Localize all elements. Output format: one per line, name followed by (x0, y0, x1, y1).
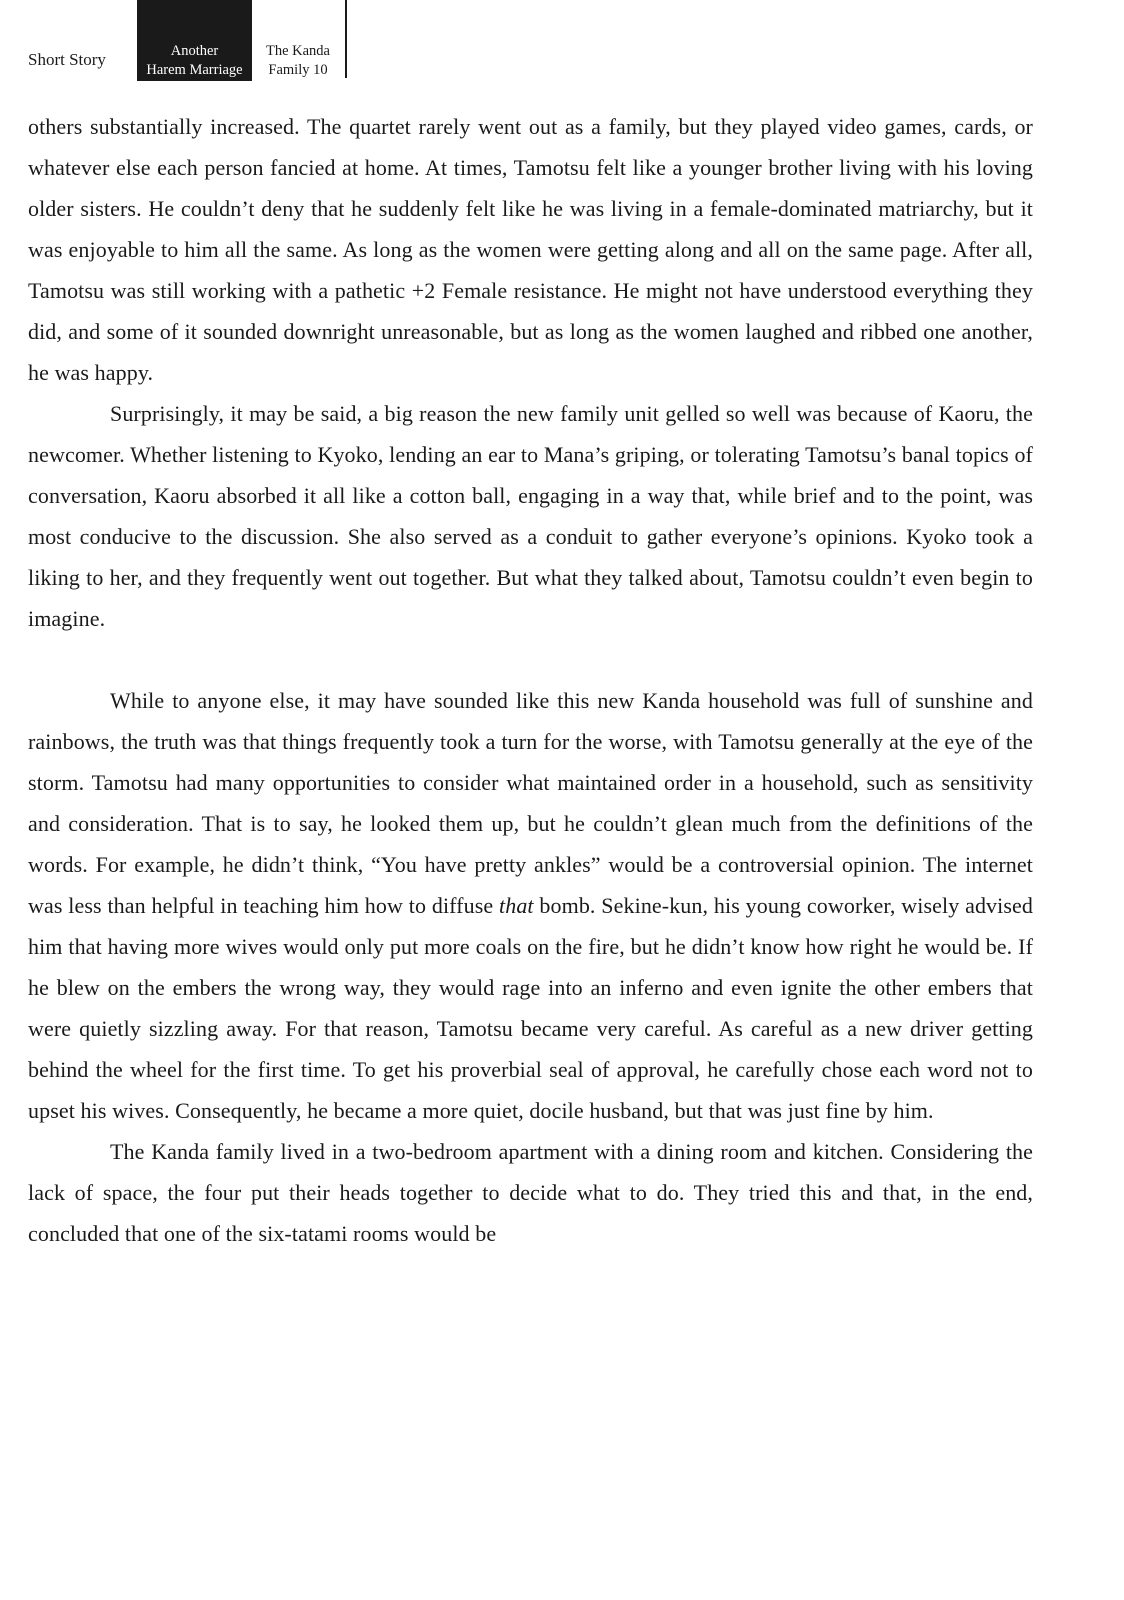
paragraph: Surprisingly, it may be said, a big reason the new family unit gelled so well was because of Kaoru, the newcomer. Whether listening to Kyoko, lending an ear to Mana’s griping, or tolerating Tamotsu’s banal topics of conversation, Kaoru absorbed it all like a cotton ball, engaging in a way that, while brief and to the point, was most conducive to the discussion. She also served as a conduit to gather everyone’s opinions. Kyoko took a liking to her, and they frequently went out together. But what they talked about, Tamotsu couldn’t even begin to imagine. (28, 401, 1033, 631)
paragraph-text: While to anyone else, it may have sounded like this new Kanda household was full of sunshine and rainbows, the truth was that things frequently took a turn for the worse, with Tamotsu generally at the eye of the storm. Tamotsu had many opportunities to consider what maintained order in a household, such as sensitivity and consideration. That is to say, he looked them up, but he couldn’t glean much from the definitions of the words. For example, he didn’t think, “You have pretty ankles” would be a controversial opinion. The internet was less than helpful in teaching him how to diffuse (28, 688, 1033, 918)
story-body (28, 106, 1033, 1254)
emphasized-word: that (499, 893, 534, 918)
book-title-line: Another (170, 43, 219, 59)
book-title-block (137, 0, 252, 81)
chapter-title-line: Family 10 (268, 62, 328, 78)
book-title-line: Harem Marriage (146, 62, 243, 78)
paragraph (28, 680, 1033, 1131)
paragraph: others substantially increased. The quartet rarely went out as a family, but they played video games, cards, or whatever else each person fancied at home. At times, Tamotsu felt like a younger brother living with his loving older sisters. He couldn’t deny that he suddenly felt like he was living in a female-dominated matriarchy, but it was enjoyable to him all the same. As long as the women were getting along and all on the same page. After all, Tamotsu was still working with a pathetic +2 Female resistance. He might not have understood everything they did, and some of it sounded downright unreasonable, but as long as the women laughed and ribbed one another, he was happy. (28, 114, 1033, 385)
chapter-title-line: The Kanda (265, 43, 330, 59)
chapter-title (257, 42, 339, 80)
section-label: Short Story (28, 50, 106, 69)
page-header (0, 0, 400, 82)
paragraph-text: bomb. Sekine-kun, his young coworker, wisely advised him that having more wives would only put more coals on the fire, but he didn’t know how right he would be. If he blew on the embers the wrong way, they would rage into an inferno and even ignite the other embers that were quietly sizzling away. For that reason, Tamotsu became very careful. As careful as a new driver getting behind the wheel for the first time. To get his proverbial seal of approval, he carefully chose each word not to upset his wives. Consequently, he became a more quiet, docile husband, but that was just fine by him. (28, 893, 1033, 1123)
paragraph: The Kanda family lived in a two-bedroom apartment with a dining room and kitchen. Considering the lack of space, the four put their heads together to decide what to do. They tried this and that, in the end, concluded that one of the six-tatami rooms would be (28, 1139, 1033, 1246)
header-divider (345, 0, 347, 78)
